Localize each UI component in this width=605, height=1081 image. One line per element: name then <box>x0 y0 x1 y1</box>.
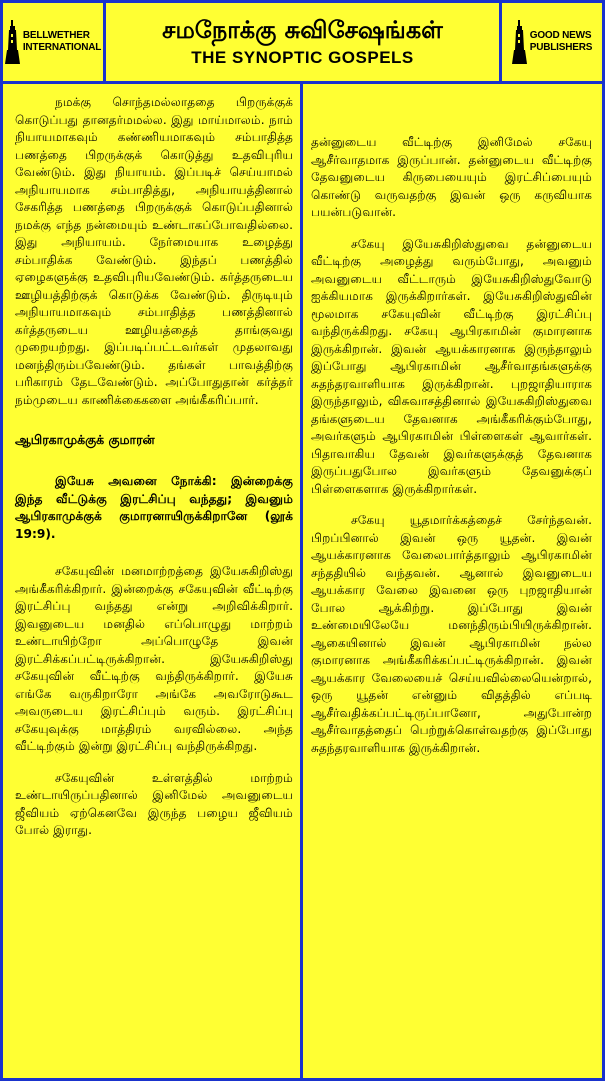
scripture-quote: இயேசு அவனை நோக்கி: இன்றைக்கு இந்த வீட்டுக்கு இரட்சிப்பு வந்தது; இவனும் ஆபிரகாமுக்குக் குமாரனாயிருக்கிறானே (லூக் 19:9). <box>15 474 293 541</box>
title-english: THE SYNOPTIC GOSPELS <box>191 48 414 67</box>
bellwether-logo <box>3 3 106 81</box>
section-heading: ஆபிரகாமுக்குக் குமாரன் <box>15 432 155 447</box>
left-paragraph-3: சகேயுவின் உள்ளத்தில் மாற்றம் உண்டாயிருப்பதினால் இனிமேல் அவனுடைய ஜீவியம் ஏற்கெனவே இருந்த பழைய ஜீவியம் போல் இராது. <box>15 770 293 837</box>
tower-icon <box>512 20 528 64</box>
logo-line-1: BELLWETHER <box>22 30 90 41</box>
page-header <box>3 3 602 84</box>
left-column <box>3 84 303 1078</box>
good-news-logo <box>499 3 602 81</box>
logo-line-2: INTERNATIONAL <box>22 42 102 53</box>
right-paragraph-1: தன்னுடைய வீட்டிற்கு இனிமேல் சகேயு ஆசீர்வாதமாக இருப்பான். தன்னுடைய வீட்டிற்கு தேவனுடைய கிருபையையும் இரட்சிப்பையும் கொண்டு வருவதற்கு இவன் ஒரு கருவியாக பயன்படுவான். <box>311 135 592 219</box>
title-block <box>106 3 499 81</box>
right-paragraph-3: சகேயு யூதமார்க்கத்தைச் சேர்ந்தவன். பிறப்பினால் இவன் ஒரு யூதன். இவன் ஆயக்காரனாக வேலைபார்த்தாலும் ஆபிரகாமின் சந்ததியில் வந்தவன். ஆனால் இவனுடைய ஆயக்கார வேலை இவனை ஒரு புறஜாதியான் போல ஆக்கிற்று. இப்போது இவன் உண்மையிலேயே மனந்திரும்பியிருக்கிறான். ஆகையினால் இவன் ஆபிரகாமின் நல்ல குமாரனாக அங்கீகரிக்கப்பட்டிருக்கிறான். இவன் ஆயக்கார வேலையைச் செய்யவில்லையென்றால், ஒரு யூதன் என்னும் விதத்தில் எப்படி ஆசீர்வதிக்கப்பட்டிருப்பானோ, அதுபோன்ற ஆசீர்வாதத்தைப் பெற்றுக்கொள்வதற்கு இப்போது சுதந்தரவாளியாக இருக்கிறான். <box>311 513 592 755</box>
right-paragraph-2: சகேயு இயேசுகிறிஸ்துவை தன்னுடைய வீட்டிற்கு அழைத்து வரும்போது, அவனும் அவனுடைய வீட்டாரும் இயேசுகிறிஸ்துவோடு ஐக்கியமாக இருக்கிறார்கள். இயேசுகிறிஸ்துவின் மூலமாக சகேயுவின் வீட்டிற்கு இரட்சிப்பு வந்திருக்கிறது. சகேயு ஆபிரகாமின் குமாரனாக இருக்கிறான். இவன் ஆயக்காரனாக இருந்தாலும் இப்போது ஆபிரகாமின் ஆசீர்வாதங்களுக்கு சுதந்தரவாளியாக இருக்கிறான். புறஜாதியாராக இருந்தாலும், விசுவாசத்தினால் இயேசுகிறிஸ்துவை தங்களுடைய தேவனாக அங்கீகரிக்கும்போது, அவர்களும் ஆபிரகாமின் பிள்ளைகள் ஆவார்கள். பிதாவாகிய தேவன் இவர்களுக்குத் தேவனாக இருப்பதுபோல இவர்களும் தேவனுக்குப் பிள்ளைகளாக இருக்கிறார்கள். <box>311 236 592 496</box>
left-paragraph-2: சகேயுவின் மனமாற்றத்தை இயேசுகிறிஸ்து அங்கீகரிக்கிறார். இன்றைக்கு சகேயுவின் வீட்டிற்கு இரட்சிப்பு வந்தது என்று அறிவிக்கிறார். இவனுடைய மனதில் எப்பொழுது மாற்றம் உண்டாயிற்றோ அப்பொழுதே இவன் இரட்சிக்கப்பட்டிருக்கிறான். இயேசுகிறிஸ்து சகேயுவின் வீட்டிற்கு வந்திருக்கிறார். இயேசு எங்கே வருகிறாரோ அங்கே அவரோடுகூட அவருடைய இரட்சிப்பும் வரும். இரட்சிப்பு சகேயுவுக்கு மாத்திரம் வரவில்லை. அந்த வீட்டிற்கும் இன்று இரட்சிப்பு வந்திருக்கிறது. <box>15 564 293 753</box>
title-tamil: சமநோக்கு சுவிசேஷங்கள் <box>162 16 443 44</box>
logo-line-1: GOOD NEWS <box>529 30 592 41</box>
body-columns <box>3 84 602 1078</box>
right-column <box>303 84 602 1078</box>
tower-icon <box>5 20 21 64</box>
logo-line-2: PUBLISHERS <box>529 42 593 53</box>
left-paragraph-1: நமக்கு சொந்தமல்லாததை பிறருக்குக் கொடுப்பது தானதர்மமல்ல. இது மாய்மாலம். நாம் நியாயமாகவும் கண்ணியமாகவும் சம்பாதித்த பணத்தை பிறருக்குக் கொடுத்து உதவிபுரிய வேண்டும். இது நியாயம். இப்படிச் செய்யாமல் அநியாயமாக சம்பாதித்து, அநியாயத்தினால் சேகரித்த பணத்தை பிறருக்குக் கொடுப்பதினால் நமக்கு எந்த நன்மையும் உண்டாகப்போவதில்லை. இது அநியாயம். நேர்மையாக உழைத்து சம்பாதிக்க வேண்டும். இந்தப் பணத்தில் ஏழைகளுக்கு உதவிபுரியவேண்டும். கர்த்தருடைய ஊழியத்திற்குக் கொடுக்க வேண்டும். திருடியும் அநியாயமாகவும் சம்பாதித்த பணத்தினால் கர்த்தருடைய ஊழியத்தைத் தாங்குவது முறையற்றது. இப்படிப்பட்டவர்கள் முதலாவது மனந்திரும்பவேண்டும். தங்கள் பாவத்திற்கு பரிகாரம் தேடவேண்டும். அப்போதுதான் கர்த்தர் நம்முடைய காணிக்கைகளை அங்கீகரிப்பார். <box>15 95 293 407</box>
